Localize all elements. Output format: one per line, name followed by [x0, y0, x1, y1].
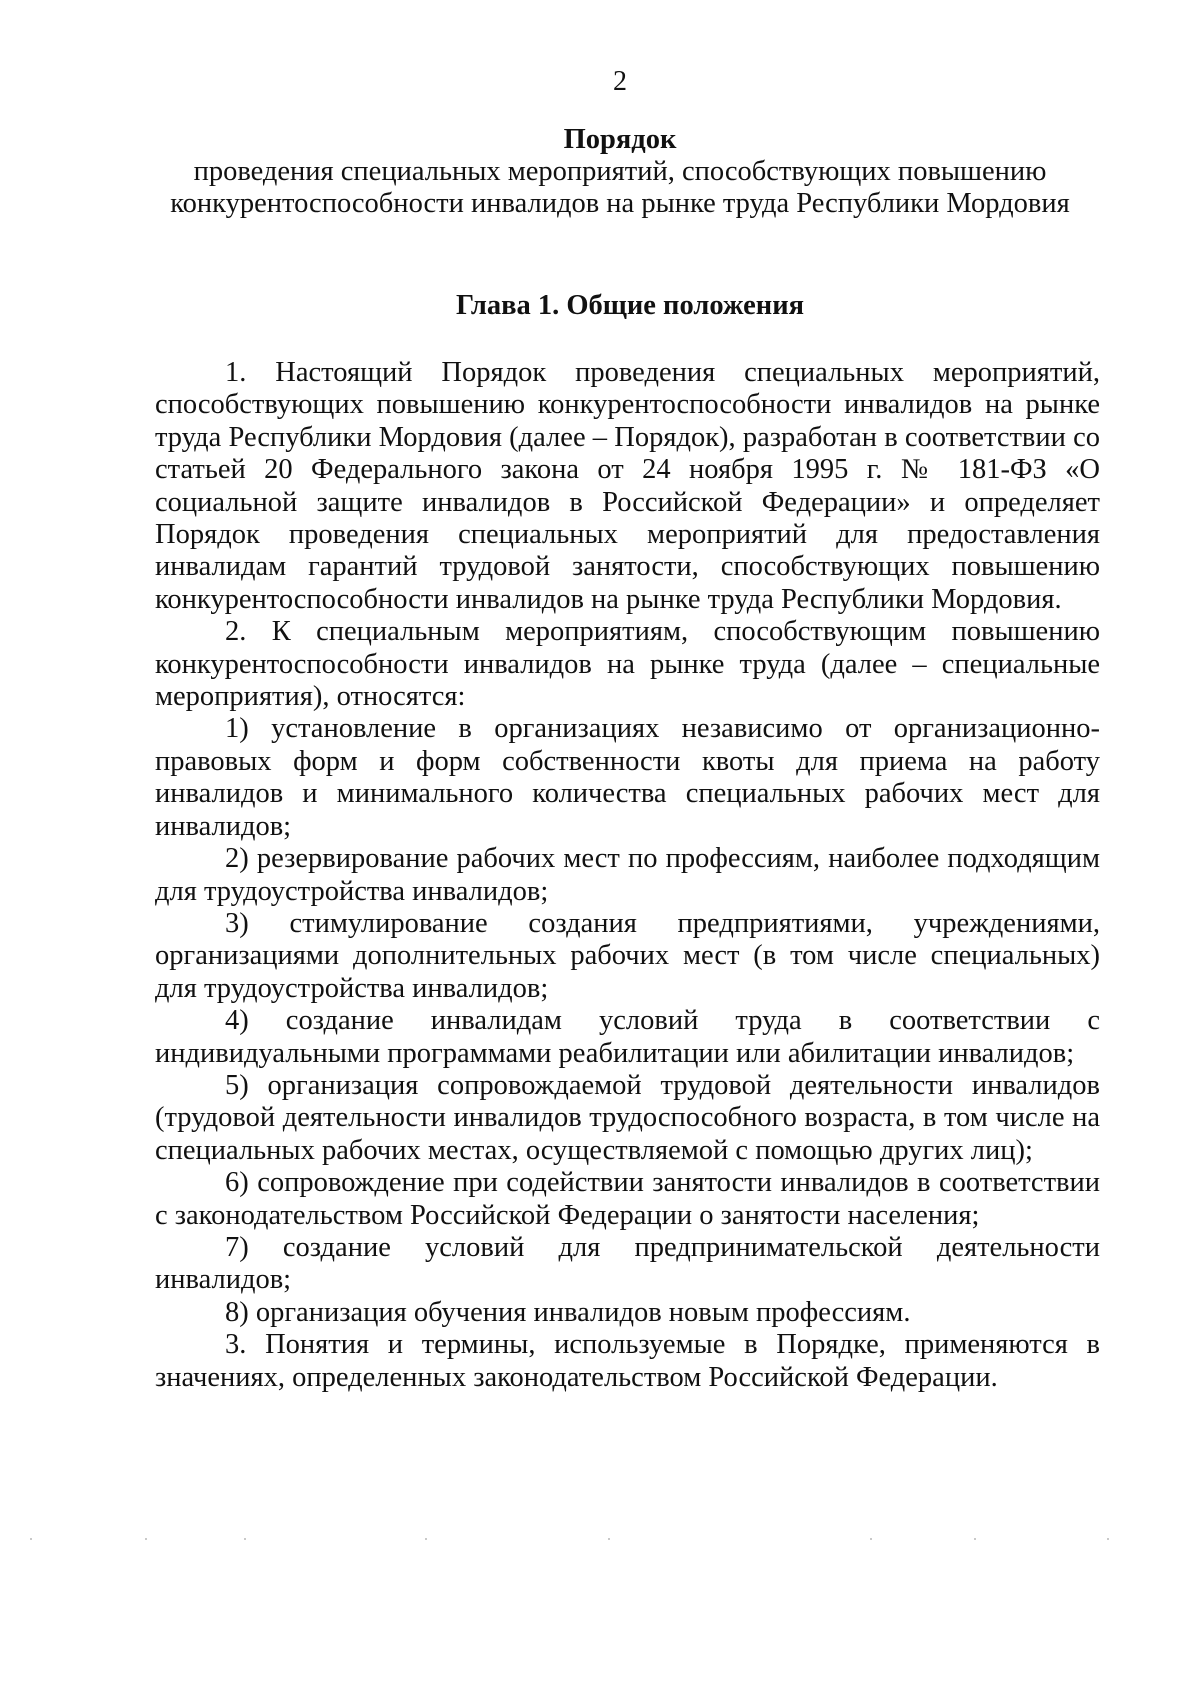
list-item-4: 4) создание инвалидам условий труда в соответствии с индивидуальными программами реабилитации или абилитации инвалидов; [155, 1005, 1100, 1069]
paragraph-1: 1. Настоящий Порядок проведения специальных мероприятий, способствующих повышению конкурентоспособности инвалидов на рынке труда Республики Мордовия (далее – Порядок), разработан в соответствии со статьей 20 Федерального закона от 24 ноября 1995 г. № 181-ФЗ «О социальной защите инвалидов в Российской Федерации» и определяет Порядок проведения специальных мероприятий для предоставления инвалидам гарантий трудовой занятости, способствующих повышению конкурентоспособности инвалидов на рынке труда Республики Мордовия. [155, 357, 1100, 615]
list-item-7: 7) создание условий для предпринимательской деятельности инвалидов; [155, 1231, 1100, 1296]
document-body [155, 357, 1100, 1394]
list-item-2: 2) резервирование рабочих мест по профессиям, наиболее подходящим для трудоустройства инвалидов; [155, 843, 1100, 907]
title-main: Порядок [563, 124, 677, 155]
list-item-1: 1) установление в организациях независимо от организационно-правовых форм и форм собственности квоты для приема на работу инвалидов и минимального количества специальных рабочих мест для инвалидов; [155, 713, 1100, 842]
page-number: 2 [613, 66, 627, 97]
paragraph-2: 2. К специальным мероприятиям, способствующим повышению конкурентоспособности инвалидов на рынке труда (далее – специальные мероприятия), относятся: [155, 616, 1100, 713]
list-item-3: 3) стимулирование создания предприятиями, учреждениями, организациями дополнительных рабочих мест (в том числе специальных) для трудоустройства инвалидов; [155, 907, 1100, 1004]
list-item-5: 5) организация сопровождаемой трудовой деятельности инвалидов (трудовой деятельности инвалидов трудоспособного возраста, в том числе на специальных рабочих местах, осуществляемой с помощью других лиц); [155, 1069, 1100, 1166]
scan-artifact-dots [30, 1538, 1170, 1542]
document-title [140, 124, 1100, 220]
list-item-8: 8) организация обучения инвалидов новым профессиям. [225, 1296, 911, 1328]
chapter-heading: Глава 1. Общие положения [455, 290, 805, 321]
paragraph-3: 3. Понятия и термины, используемые в Порядке, применяются в значениях, определенных законодательством Российской Федерации. [155, 1329, 1100, 1393]
title-subtitle: проведения специальных мероприятий, способствующих повышению конкурентоспособности инвалидов на рынке труда Республики Мордовия [170, 156, 1070, 219]
list-item-6: 6) сопровождение при содействии занятости инвалидов в соответствии с законодательством Российской Федерации о занятости населения; [155, 1167, 1100, 1231]
